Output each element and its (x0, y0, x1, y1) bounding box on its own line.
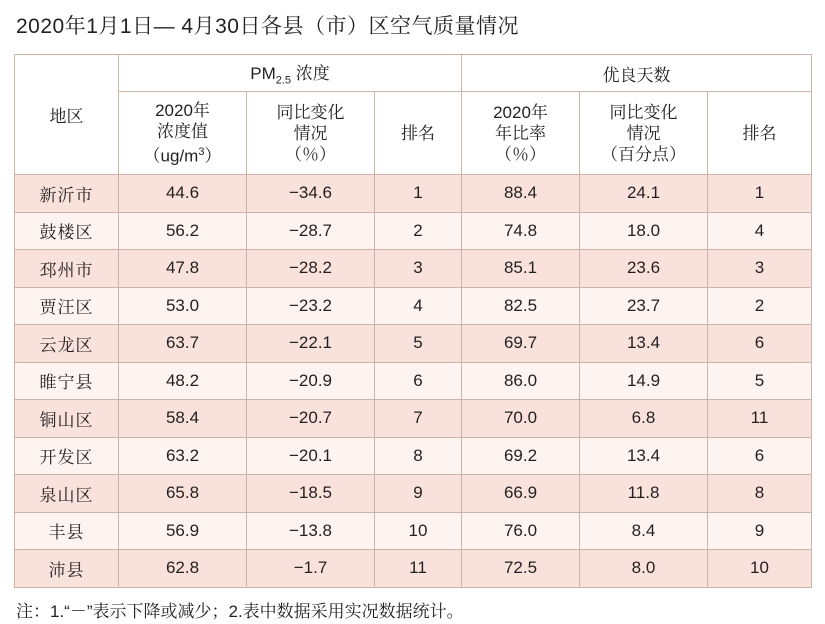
cell-region: 新沂市 (15, 175, 119, 213)
cell-days-rate: 88.4 (462, 175, 580, 213)
cell-days-rate: 72.5 (462, 550, 580, 588)
header-line-1: 同比变化 (276, 102, 345, 122)
cell-days-rank: 8 (708, 475, 812, 513)
cell-days-change: 8.4 (580, 512, 708, 550)
column-header-days-rate (462, 92, 580, 175)
column-header-pm25-value (119, 92, 247, 175)
cell-pm25-value: 53.0 (119, 287, 247, 325)
table-row (15, 437, 812, 475)
cell-pm25-rank: 11 (375, 550, 462, 588)
cell-days-rate: 85.1 (462, 250, 580, 288)
cell-days-rank: 6 (708, 325, 812, 363)
cell-days-change: 8.0 (580, 550, 708, 588)
cell-days-rank: 10 (708, 550, 812, 588)
table-body (15, 175, 812, 588)
table-row (15, 212, 812, 250)
cell-days-rate: 66.9 (462, 475, 580, 513)
cell-pm25-change: −13.8 (247, 512, 375, 550)
cell-pm25-value: 56.2 (119, 212, 247, 250)
cell-days-change: 24.1 (580, 175, 708, 213)
pm25-label-main: PM (250, 64, 276, 84)
cell-pm25-change: −34.6 (247, 175, 375, 213)
cell-region: 开发区 (15, 437, 119, 475)
cell-pm25-value: 63.2 (119, 437, 247, 475)
table-row (15, 512, 812, 550)
cell-days-rank: 2 (708, 287, 812, 325)
column-header-region: 地区 (15, 55, 119, 175)
cell-days-change: 6.8 (580, 400, 708, 438)
cell-pm25-rank: 4 (375, 287, 462, 325)
column-header-pm25-rank: 排名 (375, 92, 462, 175)
table-row (15, 362, 812, 400)
cell-days-change: 13.4 (580, 437, 708, 475)
table-row (15, 325, 812, 363)
cell-pm25-value: 47.8 (119, 250, 247, 288)
cell-region: 沛县 (15, 550, 119, 588)
cell-region: 鼓楼区 (15, 212, 119, 250)
cell-region: 丰县 (15, 512, 119, 550)
header-line-2: 情况 (293, 123, 328, 143)
cell-days-rate: 76.0 (462, 512, 580, 550)
cell-days-change: 14.9 (580, 362, 708, 400)
cell-pm25-value: 65.8 (119, 475, 247, 513)
cell-days-rank: 6 (708, 437, 812, 475)
cell-days-change: 11.8 (580, 475, 708, 513)
table-group-header-row (15, 55, 812, 92)
cell-days-rate: 70.0 (462, 400, 580, 438)
cell-pm25-rank: 2 (375, 212, 462, 250)
cell-days-rank: 1 (708, 175, 812, 213)
cell-days-rate: 86.0 (462, 362, 580, 400)
header-line-1: 同比变化 (609, 102, 678, 122)
header-line-3: （％） (285, 144, 336, 164)
table-subheader-row (15, 92, 812, 175)
cell-pm25-rank: 9 (375, 475, 462, 513)
pm25-label-subscript: 2.5 (275, 74, 292, 87)
cell-days-change: 23.7 (580, 287, 708, 325)
cell-days-rank: 4 (708, 212, 812, 250)
pm25-label-tail: 浓度 (291, 64, 330, 84)
header-line-2: 浓度值 (157, 121, 208, 141)
cell-pm25-change: −28.7 (247, 212, 375, 250)
table-row (15, 475, 812, 513)
cell-pm25-change: −28.2 (247, 250, 375, 288)
cell-days-rank: 3 (708, 250, 812, 288)
cell-days-rank: 5 (708, 362, 812, 400)
cell-days-change: 18.0 (580, 212, 708, 250)
column-header-days-change (580, 92, 708, 175)
cell-pm25-change: −1.7 (247, 550, 375, 588)
cell-pm25-rank: 1 (375, 175, 462, 213)
header-line-1: 2020年 (493, 102, 548, 122)
header-line-2: 年比率 (495, 123, 546, 143)
cell-pm25-change: −20.9 (247, 362, 375, 400)
cell-region: 云龙区 (15, 325, 119, 363)
cell-days-rate: 69.7 (462, 325, 580, 363)
column-header-pm25-change (247, 92, 375, 175)
cell-region: 铜山区 (15, 400, 119, 438)
cell-days-rank: 11 (708, 400, 812, 438)
header-line-3: （％） (495, 144, 546, 164)
table-footnote: 注：1.“－”表示下降或减少；2.表中数据采用实况数据统计。 (16, 601, 464, 621)
cell-region: 睢宁县 (15, 362, 119, 400)
cell-days-rank: 9 (708, 512, 812, 550)
cell-region: 邳州市 (15, 250, 119, 288)
cell-pm25-change: −20.1 (247, 437, 375, 475)
cell-days-rate: 74.8 (462, 212, 580, 250)
cell-pm25-rank: 5 (375, 325, 462, 363)
table-row (15, 250, 812, 288)
cell-region: 贾汪区 (15, 287, 119, 325)
cell-pm25-change: −20.7 (247, 400, 375, 438)
cell-pm25-rank: 7 (375, 400, 462, 438)
cell-pm25-rank: 10 (375, 512, 462, 550)
cell-pm25-rank: 3 (375, 250, 462, 288)
table-row (15, 550, 812, 588)
column-group-header-good-days: 优良天数 (462, 55, 812, 92)
cell-pm25-value: 63.7 (119, 325, 247, 363)
cell-pm25-rank: 8 (375, 437, 462, 475)
cell-pm25-value: 62.8 (119, 550, 247, 588)
cell-region: 泉山区 (15, 475, 119, 513)
header-line-1: 2020年 (155, 100, 210, 120)
cell-pm25-value: 58.4 (119, 400, 247, 438)
cell-pm25-value: 48.2 (119, 362, 247, 400)
unit-exponent: 3 (198, 145, 205, 158)
cell-pm25-value: 56.9 (119, 512, 247, 550)
cell-pm25-change: −23.2 (247, 287, 375, 325)
cell-days-rate: 69.2 (462, 437, 580, 475)
cell-pm25-change: −18.5 (247, 475, 375, 513)
cell-pm25-rank: 6 (375, 362, 462, 400)
header-line-2: 情况 (626, 123, 661, 143)
column-group-header-pm25 (119, 55, 462, 92)
page-title: 2020年1月1日— 4月30日各县（市）区空气质量情况 (16, 15, 519, 38)
column-header-days-rank: 排名 (708, 92, 812, 175)
table-row (15, 400, 812, 438)
table-row (15, 175, 812, 213)
cell-days-rate: 82.5 (462, 287, 580, 325)
cell-pm25-value: 44.6 (119, 175, 247, 213)
cell-days-change: 13.4 (580, 325, 708, 363)
cell-pm25-change: −22.1 (247, 325, 375, 363)
header-line-3: $(ug/m^3)$ (143, 145, 222, 166)
header-line-3: （百分点） (601, 144, 686, 164)
table-header (15, 55, 812, 175)
air-quality-table (14, 54, 812, 588)
cell-days-change: 23.6 (580, 250, 708, 288)
table-row (15, 287, 812, 325)
